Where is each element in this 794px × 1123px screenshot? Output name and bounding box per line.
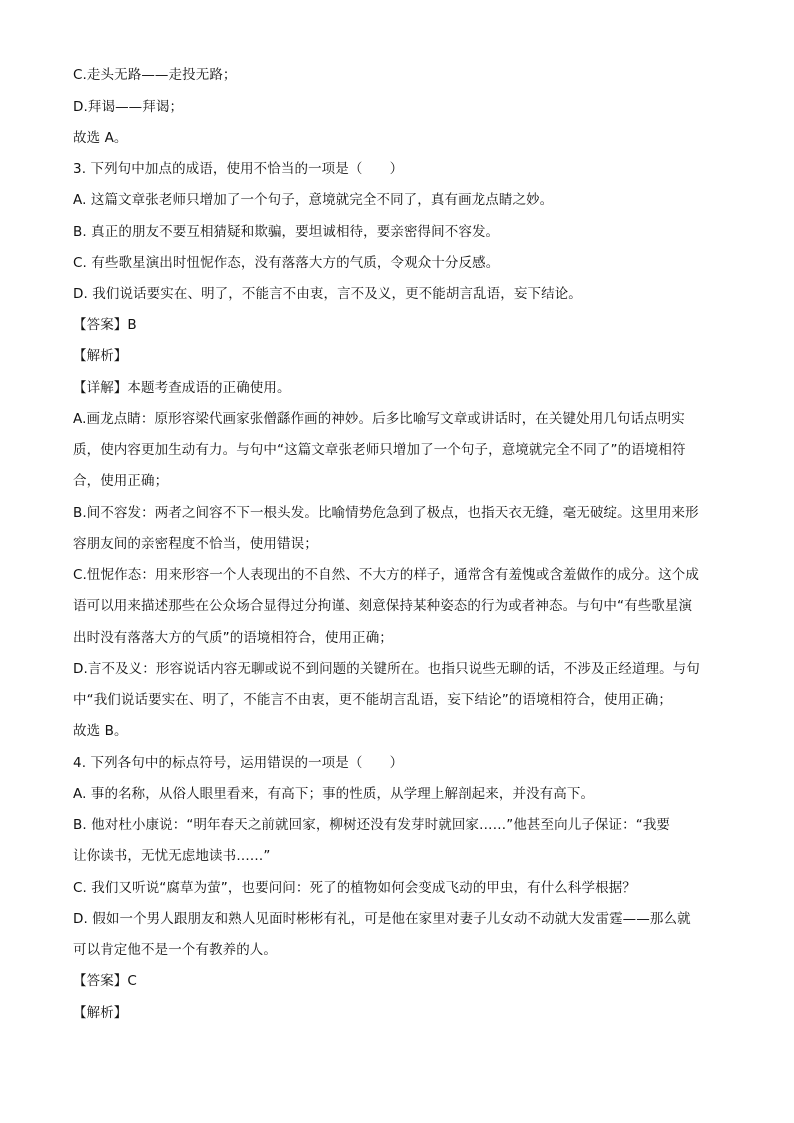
question-4-option-d-line-1: D. 假如一个男人跟朋友和熟人见面时彬彬有礼，可是他在家里对妻子儿女动不动就大发雷霆——那么就 <box>73 911 691 927</box>
question-4-stem: 4. 下列各句中的标点符号，运用错误的一项是（ ） <box>73 755 404 771</box>
question-4-answer: 【答案】C <box>73 973 137 989</box>
option-c-correction: C.走头无路——走投无路； <box>73 67 237 83</box>
explanation-a-line-3: 合，使用正确； <box>73 473 169 489</box>
question-3-option-a: A. 这篇文章张老师只增加了一个句子，意境就完全不同了，真有画龙点睛之妙。 <box>73 192 554 208</box>
question-4-option-a: A. 事的名称，从俗人眼里看来，有高下；事的性质，从学理上解剖起来，并没有高下。 <box>73 786 595 802</box>
question-3-option-d: D. 我们说话要实在、明了，不能言不由衷，言不及义，更不能胡言乱语，妄下结论。 <box>73 286 582 302</box>
question-3-option-c: C. 有些歌星演出时忸怩作态，没有落落大方的气质，令观众十分反感。 <box>73 255 500 271</box>
question-3-conclusion: 故选 B。 <box>73 723 128 739</box>
explanation-a-line-2: 质，使内容更加生动有力。与句中“这篇文章张老师只增加了一个句子，意境就完全不同了”的语境相符 <box>73 442 686 458</box>
question-4-option-c: C. 我们又听说“腐草为萤”，也要问问：死了的植物如何会变成飞动的甲虫，有什么科学根据？ <box>73 880 636 896</box>
explanation-c-line-3: 出时没有落落大方的气质”的语境相符合，使用正确； <box>73 630 393 646</box>
explanation-d-line-2: 中“我们说话要实在、明了，不能言不由衷，更不能胡言乱语，妄下结论”的语境相符合，使用正确； <box>73 692 672 708</box>
explanation-b-line-1: B.间不容发：两者之间容不下一根头发。比喻情势危急到了极点，也指天衣无缝，毫无破绽。这里用来形 <box>73 505 699 521</box>
question-4-option-b-line-1: B. 他对杜小康说：“明年春天之前就回家，柳树还没有发芽时就回家……”他甚至向儿子保证：“我要 <box>73 817 671 833</box>
explanation-b-line-2: 容朋友间的亲密程度不恰当，使用错误； <box>73 536 318 552</box>
explanation-d-line-1: D.言不及义：形容说话内容无聊或说不到问题的关键所在。也指只说些无聊的话，不涉及正经道理。与句 <box>73 661 700 677</box>
option-d-correction: D.拜谒——拜谒； <box>73 99 184 115</box>
explanation-c-line-2: 语可以用来描述那些在公众场合显得过分拘谨、刻意保持某种姿态的行为或者神态。与句中“有些歌星演 <box>73 598 693 614</box>
explanation-a-line-1: A.画龙点睛：原形容梁代画家张僧繇作画的神妙。后多比喻写文章或讲话时，在关键处用几句话点明实 <box>73 411 685 427</box>
answer-choice: 故选 A。 <box>73 130 128 146</box>
question-4-option-b-line-2: 让你读书，无忧无虑地读书……” <box>73 848 271 864</box>
question-4-analysis-heading: 【解析】 <box>73 1005 128 1021</box>
explanation-c-line-1: C.忸怩作态：用来形容一个人表现出的不自然、不大方的样子，通常含有羞愧或含羞做作的成分。这个成 <box>73 567 699 583</box>
question-3-option-b: B. 真正的朋友不要互相猜疑和欺骗，要坦诚相待，要亲密得间不容发。 <box>73 224 500 240</box>
question-3-answer: 【答案】B <box>73 317 137 333</box>
question-3-detail: 【详解】本题考查成语的正确使用。 <box>73 380 291 396</box>
question-3-stem: 3. 下列句中加点的成语，使用不恰当的一项是（ ） <box>73 161 404 177</box>
question-4-option-d-line-2: 可以肯定他不是一个有教养的人。 <box>73 942 277 958</box>
question-3-analysis-heading: 【解析】 <box>73 348 128 364</box>
